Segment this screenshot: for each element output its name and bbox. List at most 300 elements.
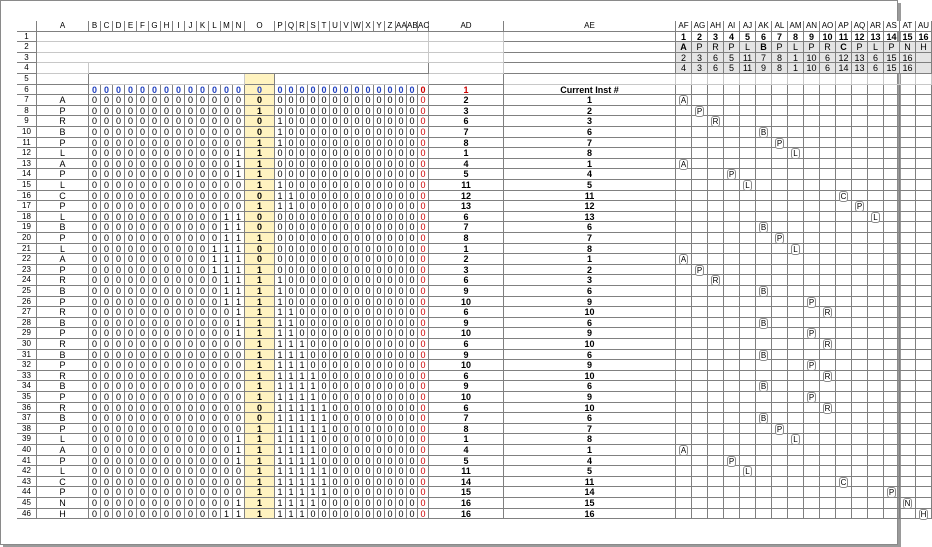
tape-cell[interactable]: 0 [137,265,149,276]
tape-cell[interactable]: 0 [385,328,396,339]
tape-cell[interactable]: 0 [197,413,209,424]
head-cell[interactable]: 1 [245,487,275,498]
trace-cell[interactable] [708,509,724,520]
trace-cell[interactable] [740,445,756,456]
tape-cell[interactable]: 0 [137,339,149,350]
program-jump1[interactable]: 4 [676,63,692,74]
tape-cell[interactable]: 0 [89,487,101,498]
tape-cell[interactable]: 0 [137,413,149,424]
trace-cell[interactable] [804,297,820,308]
tape-cell[interactable]: 0 [352,381,363,392]
trace-cell[interactable] [772,456,788,467]
tape-cell[interactable]: 1 [297,477,308,488]
trace-cell[interactable] [884,222,900,233]
tape-cell[interactable]: 0 [89,106,101,117]
column-header[interactable]: M [221,21,233,32]
tape-cell[interactable]: 0 [385,307,396,318]
instruction-cell[interactable]: P [37,392,89,403]
trace-cell[interactable] [788,127,804,138]
tape-cell[interactable]: 0 [297,318,308,329]
tape-cell[interactable]: 0 [89,169,101,180]
row-header[interactable]: 20 [17,233,37,244]
head-cell[interactable]: 1 [245,201,275,212]
head-cell[interactable]: 1 [245,297,275,308]
tape-cell[interactable]: 0 [125,201,137,212]
trace-cell[interactable] [740,424,756,435]
trace-cell[interactable] [916,148,932,159]
tape-cell[interactable]: 1 [275,360,286,371]
tape-cell[interactable]: 0 [125,106,137,117]
tape-cell[interactable]: 0 [149,318,161,329]
tape-cell[interactable]: 0 [113,466,125,477]
tape-cell[interactable]: 0 [418,85,429,96]
tape-cell[interactable]: 0 [396,127,407,138]
tape-cell[interactable]: 0 [341,297,352,308]
tape-cell[interactable]: 1 [286,371,297,382]
tape-cell[interactable]: 0 [407,106,418,117]
trace-cell[interactable] [676,180,692,191]
tape-cell[interactable]: 0 [113,307,125,318]
next-inst-cell[interactable]: 1 [429,434,504,445]
instruction-cell[interactable]: N [37,498,89,509]
tape-cell[interactable]: 0 [385,106,396,117]
program-instruction[interactable]: L [788,42,804,53]
row-header[interactable]: 3 [17,53,37,64]
tape-cell[interactable]: 1 [286,381,297,392]
head-cell[interactable]: 1 [245,350,275,361]
tape-cell[interactable]: 0 [101,424,113,435]
tape-cell[interactable]: 0 [330,466,341,477]
tape-cell[interactable]: 0 [374,212,385,223]
tape-cell[interactable]: 0 [149,138,161,149]
tape-cell[interactable]: 0 [173,159,185,170]
current-inst-cell[interactable]: 10 [504,307,676,318]
tape-cell[interactable]: 0 [125,350,137,361]
trace-cell[interactable] [868,180,884,191]
tape-cell[interactable]: 0 [125,95,137,106]
tape-cell[interactable]: 0 [374,318,385,329]
row-header[interactable]: 43 [17,477,37,488]
tape-cell[interactable]: 0 [385,445,396,456]
row-header[interactable]: 32 [17,360,37,371]
trace-cell[interactable] [852,445,868,456]
trace-cell[interactable] [756,95,772,106]
tape-cell[interactable]: 0 [352,307,363,318]
tape-cell[interactable]: 1 [275,487,286,498]
trace-cell[interactable] [884,275,900,286]
tape-cell[interactable]: 0 [125,360,137,371]
tape-cell[interactable]: 1 [233,148,245,159]
tape-cell[interactable]: 0 [209,403,221,414]
tape-cell[interactable]: 0 [286,180,297,191]
tape-cell[interactable]: 0 [113,212,125,223]
tape-cell[interactable]: 0 [363,244,374,255]
tape-cell[interactable]: 0 [113,424,125,435]
trace-cell[interactable] [820,424,836,435]
trace-cell[interactable] [692,477,708,488]
instruction-cell[interactable]: R [37,403,89,414]
tape-cell[interactable]: 0 [319,138,330,149]
instruction-cell[interactable]: R [37,371,89,382]
trace-cell[interactable] [692,127,708,138]
head-cell[interactable]: 1 [245,275,275,286]
tape-cell[interactable]: 0 [363,424,374,435]
tape-cell[interactable]: 0 [330,159,341,170]
tape-cell[interactable]: 0 [319,265,330,276]
tape-cell[interactable]: 0 [319,297,330,308]
trace-cell[interactable] [836,392,852,403]
tape-cell[interactable]: 0 [418,222,429,233]
tape-cell[interactable]: 0 [125,403,137,414]
tape-cell[interactable]: 0 [137,191,149,202]
trace-cell[interactable] [820,477,836,488]
trace-cell[interactable] [772,371,788,382]
tape-cell[interactable]: 1 [308,487,319,498]
tape-cell[interactable]: 0 [149,371,161,382]
head-cell[interactable]: 0 [245,127,275,138]
row-header[interactable]: 27 [17,307,37,318]
tape-cell[interactable]: 0 [113,244,125,255]
trace-cell[interactable] [900,413,916,424]
tape-cell[interactable]: 0 [297,201,308,212]
tape-cell[interactable]: 0 [341,127,352,138]
tape-cell[interactable]: 0 [385,424,396,435]
tape-cell[interactable]: 0 [89,318,101,329]
trace-cell[interactable] [740,307,756,318]
tape-cell[interactable]: 0 [374,244,385,255]
trace-cell[interactable] [804,275,820,286]
tape-cell[interactable]: 1 [233,286,245,297]
tape-cell[interactable]: 0 [101,191,113,202]
column-header[interactable]: N [233,21,245,32]
tape-cell[interactable]: 0 [286,244,297,255]
tape-cell[interactable]: 0 [113,201,125,212]
current-inst-cell[interactable]: 10 [504,371,676,382]
tape-cell[interactable]: 0 [407,456,418,467]
tape-cell[interactable]: 0 [330,233,341,244]
tape-cell[interactable]: 0 [374,509,385,520]
tape-cell[interactable]: 1 [297,403,308,414]
program-jump0[interactable]: 15 [884,53,900,64]
tape-cell[interactable]: 0 [374,297,385,308]
tape-cell[interactable]: 0 [396,180,407,191]
tape-cell[interactable]: 0 [396,424,407,435]
tape-cell[interactable]: 0 [319,222,330,233]
trace-cell[interactable] [884,307,900,318]
tape-cell[interactable]: 0 [125,275,137,286]
tape-cell[interactable]: 0 [330,286,341,297]
trace-cell[interactable] [804,95,820,106]
trace-cell[interactable] [724,275,740,286]
tape-cell[interactable]: 0 [385,318,396,329]
tape-cell[interactable]: 0 [149,339,161,350]
head-cell[interactable]: 1 [245,392,275,403]
trace-cell[interactable] [804,498,820,509]
trace-cell[interactable] [916,445,932,456]
trace-cell[interactable] [772,328,788,339]
tape-cell[interactable]: 0 [125,148,137,159]
tape-cell[interactable]: 0 [137,222,149,233]
tape-cell[interactable]: 0 [125,424,137,435]
tape-cell[interactable]: 0 [89,392,101,403]
tape-cell[interactable]: 0 [418,487,429,498]
trace-cell[interactable] [740,392,756,403]
tape-cell[interactable]: 0 [352,286,363,297]
trace-cell[interactable] [916,307,932,318]
tape-cell[interactable]: 0 [89,445,101,456]
tape-cell[interactable]: 0 [341,191,352,202]
head-cell[interactable]: 1 [245,456,275,467]
tape-cell[interactable]: 0 [173,286,185,297]
trace-cell[interactable] [820,222,836,233]
trace-cell[interactable] [868,201,884,212]
tape-cell[interactable]: 0 [209,307,221,318]
trace-cell[interactable] [756,339,772,350]
tape-cell[interactable]: 0 [330,191,341,202]
trace-cell[interactable] [772,244,788,255]
trace-cell[interactable] [692,233,708,244]
trace-cell[interactable] [788,180,804,191]
tape-cell[interactable]: 0 [125,307,137,318]
tape-cell[interactable]: 0 [137,106,149,117]
tape-cell[interactable]: 1 [319,466,330,477]
trace-cell[interactable] [692,487,708,498]
instruction-cell[interactable]: B [37,318,89,329]
tape-cell[interactable]: 0 [197,95,209,106]
trace-cell[interactable] [708,233,724,244]
tape-cell[interactable]: 0 [209,434,221,445]
trace-cell[interactable] [772,212,788,223]
tape-cell[interactable]: 0 [89,148,101,159]
tape-cell[interactable]: 0 [149,466,161,477]
program-jump1[interactable]: 3 [692,63,708,74]
trace-cell[interactable] [724,509,740,520]
trace-cell[interactable] [724,116,740,127]
trace-cell[interactable] [884,350,900,361]
trace-cell[interactable] [756,307,772,318]
tape-cell[interactable]: 0 [385,456,396,467]
tape-cell[interactable]: 0 [407,138,418,149]
tape-cell[interactable]: 0 [125,487,137,498]
trace-cell[interactable] [724,445,740,456]
trace-cell[interactable] [916,424,932,435]
tape-cell[interactable]: 0 [352,445,363,456]
tape-cell[interactable]: 0 [308,328,319,339]
tape-cell[interactable]: 0 [385,95,396,106]
trace-cell[interactable] [756,254,772,265]
tape-cell[interactable]: 0 [308,297,319,308]
tape-cell[interactable]: 0 [374,116,385,127]
trace-cell[interactable] [836,297,852,308]
tape-cell[interactable]: 0 [330,254,341,265]
head-cell[interactable]: 1 [245,265,275,276]
trace-cell[interactable] [676,498,692,509]
tape-cell[interactable]: 0 [233,487,245,498]
trace-cell[interactable] [916,116,932,127]
tape-cell[interactable]: 0 [319,350,330,361]
tape-cell[interactable]: 1 [308,477,319,488]
trace-cell[interactable] [836,138,852,149]
head-cell[interactable]: 1 [245,318,275,329]
trace-cell[interactable] [692,498,708,509]
column-header[interactable]: AO [820,21,836,32]
tape-cell[interactable]: 0 [396,169,407,180]
trace-cell[interactable] [868,297,884,308]
tape-cell[interactable]: 0 [374,222,385,233]
trace-cell[interactable] [868,85,884,96]
tape-cell[interactable]: 0 [418,212,429,223]
tape-cell[interactable]: 0 [319,318,330,329]
next-inst-cell[interactable]: 10 [429,328,504,339]
next-inst-cell[interactable]: 6 [429,307,504,318]
row-header[interactable]: 10 [17,127,37,138]
tape-cell[interactable]: 0 [374,498,385,509]
trace-cell[interactable] [852,466,868,477]
trace-cell[interactable] [708,487,724,498]
next-inst-cell[interactable]: 11 [429,180,504,191]
trace-cell[interactable] [756,212,772,223]
trace-cell[interactable] [820,116,836,127]
tape-cell[interactable]: 0 [308,509,319,520]
tape-cell[interactable]: 0 [149,95,161,106]
trace-cell[interactable] [772,445,788,456]
row-header[interactable]: 5 [17,74,37,85]
tape-cell[interactable]: 0 [319,286,330,297]
trace-cell[interactable] [676,85,692,96]
tape-cell[interactable]: 0 [330,392,341,403]
program-jump1[interactable] [916,63,932,74]
trace-cell[interactable] [916,254,932,265]
head-cell[interactable]: 0 [245,244,275,255]
trace-cell[interactable] [836,85,852,96]
tape-cell[interactable]: 0 [286,127,297,138]
trace-cell[interactable] [804,350,820,361]
tape-cell[interactable]: 0 [233,403,245,414]
tape-cell[interactable]: 0 [185,275,197,286]
tape-cell[interactable]: 0 [209,297,221,308]
trace-cell[interactable] [900,127,916,138]
tape-cell[interactable]: 0 [363,95,374,106]
column-header[interactable]: E [125,21,137,32]
tape-cell[interactable]: 0 [137,286,149,297]
tape-cell[interactable]: 0 [374,159,385,170]
tape-cell[interactable]: 0 [173,466,185,477]
tape-cell[interactable]: 0 [185,95,197,106]
tape-cell[interactable]: 0 [374,424,385,435]
trace-cell[interactable] [708,413,724,424]
next-inst-cell[interactable]: 4 [429,159,504,170]
instruction-cell[interactable]: P [37,106,89,117]
tape-cell[interactable]: 0 [341,254,352,265]
next-inst-cell[interactable]: 6 [429,212,504,223]
trace-cell[interactable] [820,360,836,371]
trace-cell[interactable] [916,244,932,255]
trace-cell[interactable] [820,498,836,509]
tape-cell[interactable]: 0 [101,350,113,361]
trace-cell[interactable] [900,509,916,520]
trace-cell[interactable] [836,360,852,371]
tape-cell[interactable]: 1 [221,254,233,265]
program-cell[interactable] [836,74,852,85]
trace-cell[interactable] [852,424,868,435]
tape-cell[interactable]: 0 [197,127,209,138]
tape-cell[interactable]: 0 [149,127,161,138]
tape-cell[interactable]: 0 [374,445,385,456]
trace-cell[interactable] [900,434,916,445]
tape-cell[interactable]: 0 [385,138,396,149]
trace-cell[interactable] [868,254,884,265]
trace-cell[interactable] [724,180,740,191]
tape-cell[interactable]: 0 [418,403,429,414]
tape-cell[interactable]: 0 [197,191,209,202]
column-header[interactable]: Q [286,21,297,32]
tape-cell[interactable]: 0 [233,85,245,96]
trace-cell[interactable] [692,159,708,170]
tape-cell[interactable]: 1 [275,297,286,308]
tape-cell[interactable]: 0 [113,286,125,297]
program-instruction[interactable]: L [740,42,756,53]
trace-cell[interactable] [756,477,772,488]
tape-cell[interactable]: 0 [396,307,407,318]
tape-cell[interactable]: 0 [396,286,407,297]
tape-cell[interactable]: 1 [233,222,245,233]
tape-cell[interactable]: 0 [418,371,429,382]
tape-cell[interactable]: 0 [418,254,429,265]
trace-cell[interactable] [724,434,740,445]
trace-cell[interactable] [900,381,916,392]
tape-cell[interactable]: 0 [197,456,209,467]
instruction-cell[interactable]: L [37,212,89,223]
tape-cell[interactable]: 0 [396,381,407,392]
tape-cell[interactable]: 0 [125,254,137,265]
tape-cell[interactable]: 0 [209,138,221,149]
tape-cell[interactable]: 0 [385,169,396,180]
program-cell[interactable] [804,74,820,85]
tape-cell[interactable]: 0 [418,106,429,117]
column-header[interactable]: AN [804,21,820,32]
trace-cell[interactable] [740,477,756,488]
tape-cell[interactable]: 0 [221,148,233,159]
program-number[interactable]: 2 [692,32,708,43]
trace-cell[interactable] [820,127,836,138]
tape-cell[interactable]: 0 [185,466,197,477]
tape-cell[interactable]: 0 [286,106,297,117]
trace-cell[interactable] [868,434,884,445]
tape-cell[interactable]: 0 [330,95,341,106]
trace-cell[interactable] [788,360,804,371]
head-cell[interactable]: 1 [245,106,275,117]
tape-cell[interactable]: 0 [308,318,319,329]
tape-cell[interactable]: 0 [221,318,233,329]
trace-cell[interactable] [836,350,852,361]
trace-cell[interactable] [788,339,804,350]
tape-cell[interactable]: 0 [407,180,418,191]
tape-cell[interactable]: 0 [173,212,185,223]
next-inst-cell[interactable]: 10 [429,297,504,308]
trace-cell[interactable] [788,403,804,414]
tape-cell[interactable]: 0 [233,191,245,202]
trace-cell[interactable] [900,95,916,106]
tape-cell[interactable]: 0 [173,381,185,392]
tape-cell[interactable]: 0 [330,275,341,286]
column-header[interactable]: P [275,21,286,32]
tape-cell[interactable]: 0 [396,95,407,106]
tape-cell[interactable]: 0 [185,392,197,403]
trace-cell[interactable] [676,297,692,308]
tape-cell[interactable]: 0 [363,318,374,329]
tape-cell[interactable]: 0 [173,222,185,233]
tape-cell[interactable]: 0 [101,116,113,127]
